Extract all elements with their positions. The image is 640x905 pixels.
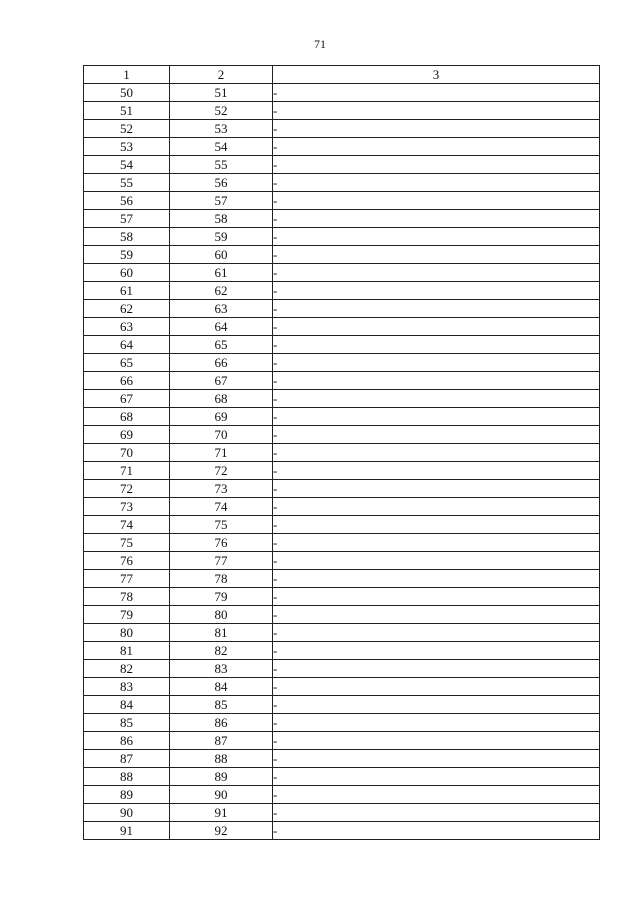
page-number: 71 (314, 37, 326, 51)
table-cell-col3: - (273, 300, 600, 318)
table-cell-col3: - (273, 534, 600, 552)
table-cell-col3: - (273, 606, 600, 624)
table-cell-col1: 79 (84, 606, 170, 624)
table-row (84, 516, 600, 534)
data-table (83, 65, 600, 840)
table-cell-col2: 73 (170, 480, 273, 498)
table-cell-col2: 53 (170, 120, 273, 138)
table-cell-col1: 91 (84, 822, 170, 840)
table-cell-col3: - (273, 138, 600, 156)
table-row (84, 444, 600, 462)
table-cell-col3: - (273, 480, 600, 498)
table-cell-col2: 57 (170, 192, 273, 210)
table-row (84, 282, 600, 300)
table-row (84, 84, 600, 102)
table-cell-col2: 59 (170, 228, 273, 246)
table-cell-col3: - (273, 192, 600, 210)
table-cell-col2: 52 (170, 102, 273, 120)
table-row (84, 426, 600, 444)
table-cell-col2: 67 (170, 372, 273, 390)
table-cell-col2: 91 (170, 804, 273, 822)
table-cell-col3: - (273, 408, 600, 426)
table-cell-col2: 89 (170, 768, 273, 786)
table-cell-col2: 90 (170, 786, 273, 804)
table-row (84, 804, 600, 822)
table-cell-col1: 52 (84, 120, 170, 138)
table-cell-col1: 55 (84, 174, 170, 192)
table-cell-col1: 71 (84, 462, 170, 480)
table-cell-col3: - (273, 588, 600, 606)
table-cell-col1: 86 (84, 732, 170, 750)
table-cell-col1: 58 (84, 228, 170, 246)
table-cell-col1: 53 (84, 138, 170, 156)
table-header-row (84, 66, 600, 84)
table-cell-col2: 69 (170, 408, 273, 426)
table-cell-col3: - (273, 264, 600, 282)
table-row (84, 390, 600, 408)
table-cell-col3: - (273, 624, 600, 642)
table-cell-col1: 70 (84, 444, 170, 462)
table-cell-col3: - (273, 246, 600, 264)
table-cell-col1: 74 (84, 516, 170, 534)
table-cell-col1: 72 (84, 480, 170, 498)
table-row (84, 786, 600, 804)
table-cell-col3: - (273, 732, 600, 750)
table-cell-col1: 64 (84, 336, 170, 354)
table-row (84, 534, 600, 552)
table-cell-col3: - (273, 102, 600, 120)
table-cell-col3: - (273, 282, 600, 300)
table-cell-col3: - (273, 750, 600, 768)
table-cell-col3: - (273, 426, 600, 444)
column-header-3: 3 (273, 66, 600, 84)
table-cell-col2: 77 (170, 552, 273, 570)
table-cell-col3: - (273, 318, 600, 336)
table-cell-col2: 56 (170, 174, 273, 192)
table-cell-col1: 88 (84, 768, 170, 786)
table-row (84, 264, 600, 282)
table-row (84, 714, 600, 732)
table-cell-col1: 65 (84, 354, 170, 372)
table-cell-col2: 51 (170, 84, 273, 102)
table-cell-col1: 85 (84, 714, 170, 732)
table-cell-col3: - (273, 696, 600, 714)
table-cell-col2: 68 (170, 390, 273, 408)
table-row (84, 822, 600, 840)
table-cell-col3: - (273, 570, 600, 588)
table-row (84, 156, 600, 174)
table-cell-col1: 63 (84, 318, 170, 336)
table-cell-col2: 78 (170, 570, 273, 588)
table-cell-col1: 77 (84, 570, 170, 588)
table-cell-col2: 76 (170, 534, 273, 552)
table-cell-col2: 87 (170, 732, 273, 750)
table-cell-col2: 88 (170, 750, 273, 768)
table-row (84, 606, 600, 624)
table-row (84, 696, 600, 714)
table-cell-col2: 83 (170, 660, 273, 678)
table-cell-col2: 82 (170, 642, 273, 660)
table-cell-col3: - (273, 714, 600, 732)
table-cell-col1: 80 (84, 624, 170, 642)
table-cell-col2: 79 (170, 588, 273, 606)
table-cell-col2: 64 (170, 318, 273, 336)
table-cell-col2: 60 (170, 246, 273, 264)
table-row (84, 624, 600, 642)
table-row (84, 570, 600, 588)
table-cell-col1: 51 (84, 102, 170, 120)
table-cell-col1: 67 (84, 390, 170, 408)
table-cell-col1: 56 (84, 192, 170, 210)
table-row (84, 318, 600, 336)
column-header-1: 1 (84, 66, 170, 84)
table-cell-col3: - (273, 660, 600, 678)
table-row (84, 210, 600, 228)
table-row (84, 660, 600, 678)
table-cell-col2: 86 (170, 714, 273, 732)
table-cell-col1: 89 (84, 786, 170, 804)
table-row (84, 498, 600, 516)
table-cell-col1: 78 (84, 588, 170, 606)
table-cell-col1: 83 (84, 678, 170, 696)
table-cell-col3: - (273, 174, 600, 192)
table-row (84, 462, 600, 480)
table-cell-col2: 72 (170, 462, 273, 480)
table-row (84, 642, 600, 660)
table-cell-col2: 85 (170, 696, 273, 714)
table-row (84, 246, 600, 264)
table-cell-col1: 69 (84, 426, 170, 444)
table-row (84, 120, 600, 138)
table-cell-col1: 87 (84, 750, 170, 768)
table-cell-col2: 80 (170, 606, 273, 624)
table-cell-col1: 76 (84, 552, 170, 570)
table-cell-col2: 84 (170, 678, 273, 696)
table-cell-col1: 60 (84, 264, 170, 282)
table-row (84, 336, 600, 354)
table-row (84, 678, 600, 696)
table-cell-col2: 61 (170, 264, 273, 282)
table-row (84, 552, 600, 570)
table-cell-col1: 54 (84, 156, 170, 174)
column-header-2: 2 (170, 66, 273, 84)
table-row (84, 138, 600, 156)
table-cell-col3: - (273, 786, 600, 804)
table-cell-col3: - (273, 552, 600, 570)
table-cell-col1: 73 (84, 498, 170, 516)
table-row (84, 372, 600, 390)
table-cell-col3: - (273, 822, 600, 840)
table-cell-col3: - (273, 444, 600, 462)
table-cell-col3: - (273, 498, 600, 516)
table-cell-col3: - (273, 642, 600, 660)
table-cell-col1: 50 (84, 84, 170, 102)
table-body (84, 84, 600, 840)
table-cell-col3: - (273, 462, 600, 480)
table-cell-col3: - (273, 228, 600, 246)
table-cell-col3: - (273, 336, 600, 354)
table-row (84, 768, 600, 786)
table-row (84, 228, 600, 246)
table-cell-col2: 81 (170, 624, 273, 642)
table-cell-col3: - (273, 768, 600, 786)
table-row (84, 174, 600, 192)
table-cell-col3: - (273, 210, 600, 228)
table-cell-col2: 55 (170, 156, 273, 174)
table-cell-col1: 61 (84, 282, 170, 300)
table-cell-col2: 54 (170, 138, 273, 156)
table-row (84, 732, 600, 750)
table-cell-col2: 74 (170, 498, 273, 516)
table-cell-col3: - (273, 516, 600, 534)
table-cell-col2: 66 (170, 354, 273, 372)
table-cell-col3: - (273, 390, 600, 408)
table-cell-col2: 92 (170, 822, 273, 840)
table-row (84, 192, 600, 210)
table-cell-col1: 66 (84, 372, 170, 390)
table-cell-col1: 75 (84, 534, 170, 552)
table-row (84, 480, 600, 498)
table-cell-col2: 70 (170, 426, 273, 444)
table-row (84, 102, 600, 120)
table-cell-col3: - (273, 156, 600, 174)
table-cell-col2: 71 (170, 444, 273, 462)
table-cell-col2: 65 (170, 336, 273, 354)
table-cell-col3: - (273, 372, 600, 390)
table-cell-col3: - (273, 354, 600, 372)
table-cell-col1: 68 (84, 408, 170, 426)
table-cell-col1: 62 (84, 300, 170, 318)
table-cell-col1: 84 (84, 696, 170, 714)
table-cell-col1: 90 (84, 804, 170, 822)
table-cell-col2: 58 (170, 210, 273, 228)
table-cell-col1: 59 (84, 246, 170, 264)
table-cell-col2: 75 (170, 516, 273, 534)
table-row (84, 408, 600, 426)
table-cell-col1: 57 (84, 210, 170, 228)
table-row (84, 588, 600, 606)
table-cell-col2: 63 (170, 300, 273, 318)
table-cell-col1: 81 (84, 642, 170, 660)
table-cell-col1: 82 (84, 660, 170, 678)
table-cell-col2: 62 (170, 282, 273, 300)
table-cell-col3: - (273, 84, 600, 102)
table-row (84, 750, 600, 768)
table-row (84, 300, 600, 318)
table-cell-col3: - (273, 678, 600, 696)
table-cell-col3: - (273, 804, 600, 822)
table-cell-col3: - (273, 120, 600, 138)
table-row (84, 354, 600, 372)
